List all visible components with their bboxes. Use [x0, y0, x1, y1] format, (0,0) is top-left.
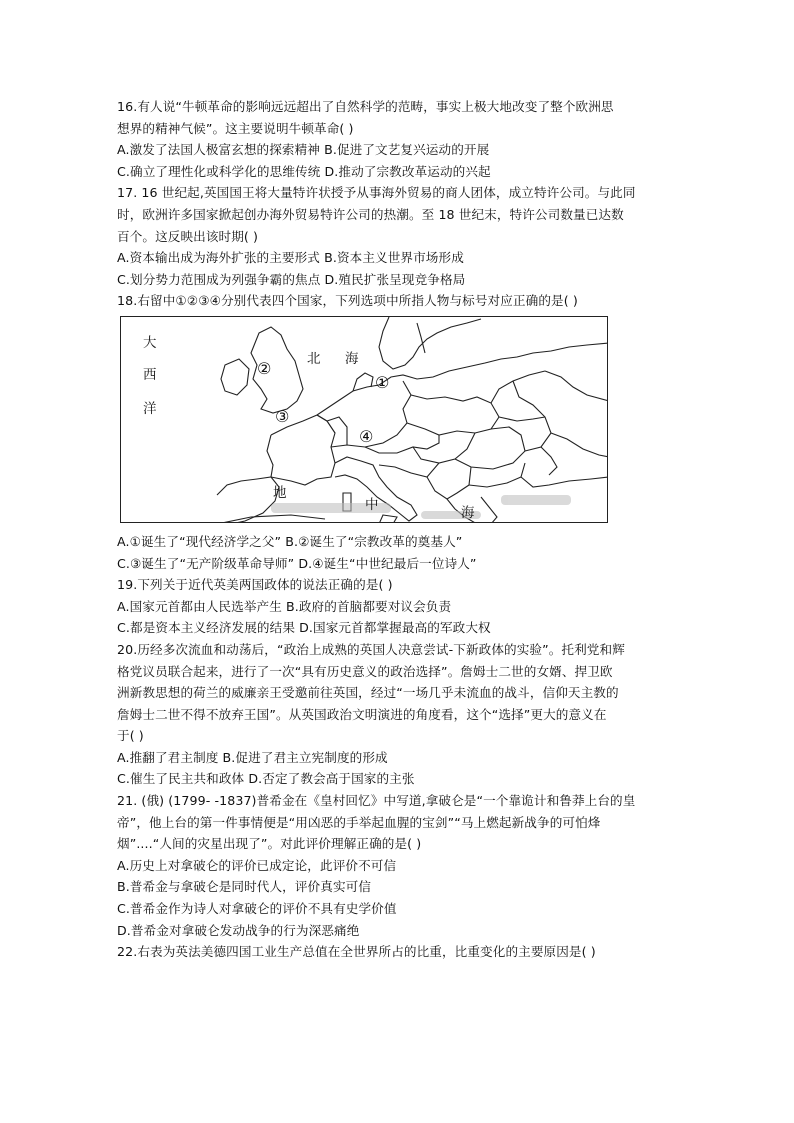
q21-stem-line: 21. (俄) (1799- -1837)普希金在《皇村回忆》中写道,拿破仑是“一个靠诡计和鲁莽上台的皇 [117, 793, 636, 809]
north-sea-label-1: 北 [307, 350, 321, 367]
bulgaria-border [469, 463, 525, 487]
q17-stem-line: 百个。这反映出该时期( ) [117, 228, 259, 244]
question-19 [117, 574, 677, 639]
q21-option-a: A.历史上对拿破仑的评价已成定论，此评价不可信 [117, 857, 397, 873]
question-16 [117, 96, 677, 182]
q16-stem-line: 想界的精神气候”。这主要说明牛顿革命( ) [117, 120, 354, 136]
q16-options-ab: A.激发了法国人极富玄想的探索精神 B.促进了文艺复兴运动的开展 [117, 142, 490, 158]
moldova-border [541, 447, 557, 475]
q18-stem: 18.右留中①②③④分别代表四个国家，下列选项中所指人物与标号对应正确的是( ) [117, 293, 578, 309]
question-22 [117, 941, 677, 963]
q17-stem-line: 17. 16 世纪起,英国国王将大量特许状授予从事海外贸易的商人团体，成立特许公司。与此同 [117, 185, 636, 201]
q17-options-ab: A.资本输出成为海外扩张的主要形式 B.资本主义世界市场形成 [117, 250, 464, 266]
europe-map [120, 316, 608, 523]
q16-options-cd: C.确立了理性化或科学化的思维传统 D.推动了宗教改革运动的兴起 [117, 163, 491, 179]
question-18 [117, 290, 677, 574]
baltic-borders [491, 371, 551, 451]
q19-stem: 19.下列关于近代英美两国政体的说法正确的是( ) [117, 577, 393, 593]
atlantic-label-2: 西 [143, 366, 157, 383]
q18-options-ab: A.①诞生了“现代经济学之父” B.②诞生了“宗教改革的奠基人” [117, 533, 463, 549]
poland-border [407, 395, 499, 435]
belarus-border [499, 417, 545, 421]
scandinavia-coast [379, 317, 481, 369]
q20-stem-line: 于( ) [117, 728, 144, 744]
atlantic-label-1: 大 [143, 334, 157, 351]
country-marker-3: ③ [275, 406, 290, 426]
q19-options-ab: A.国家元首都由人民选举产生 B.政府的首脑都要对议会负责 [117, 598, 452, 614]
q16-stem-line: 16.有人说“牛顿革命的影响远远超出了自然科学的范畴，事实上极大地改变了整个欧洲思 [117, 99, 614, 114]
ireland-outline [221, 359, 249, 395]
balkans-border [379, 463, 439, 477]
q20-stem-line: 洲新教思想的荷兰的威廉亲王受邀前往英国，经过“一场几乎未流血的战斗，信仰天主教的 [117, 685, 619, 701]
mediterranean-texture [271, 495, 571, 519]
romania-border [455, 427, 525, 469]
russia-border [545, 371, 608, 401]
med-label-1: 地 [273, 484, 287, 501]
q22-stem: 22.右表为英法美德四国工业生产总值在全世界所占的比重，比重变化的主要原因是( ) [117, 944, 596, 960]
question-20 [117, 639, 677, 790]
q20-stem-line: 詹姆士二世不得不放弃王国”。从英国政治文明演进的角度看，这个“选择”更大的意义在 [117, 706, 607, 722]
q21-option-d: D.普希金对拿破仑发动战争的行为深恶痛绝 [117, 922, 360, 938]
exam-page [117, 96, 677, 963]
ukraine-border [551, 433, 608, 457]
north-sea-label-2: 海 [345, 350, 359, 367]
continent-coast [271, 343, 608, 435]
question-17 [117, 182, 677, 290]
med-label-2: 中 [365, 496, 379, 513]
q20-stem-line: 格党议员联合起来，进行了一次“具有历史意义的政治选择”。詹姆士二世的女婿、捍卫欧 [117, 663, 613, 679]
q17-options-cd: C.划分势力范围成为列强争霸的焦点 D.殖民扩张呈现竞争格局 [117, 271, 466, 287]
country-marker-2: ② [257, 358, 272, 378]
q18-options-cd: C.③诞生了“无产阶级革命导师” D.④诞生“中世纪最后一位诗人” [117, 555, 477, 571]
q20-options-ab: A.推翻了君主制度 B.促进了君主立宪制度的形成 [117, 749, 388, 765]
q17-stem-line: 时，欧洲许多国家掀起创办海外贸易特许公司的热潮。至 18 世纪末，特许公司数量已达数 [117, 206, 624, 222]
q20-options-cd: C.催生了民主共和政体 D.否定了教会高于国家的主张 [117, 771, 415, 787]
question-21 [117, 790, 677, 941]
country-marker-4: ④ [359, 426, 374, 446]
turkey-coast [521, 477, 608, 487]
sicily-outline [379, 515, 397, 523]
africa-coast [217, 515, 325, 523]
country-marker-1: ① [375, 372, 390, 392]
benelux-border [317, 415, 347, 445]
q19-options-cd: C.都是资本主义经济发展的结果 D.国家元首都掌握最高的军政大权 [117, 620, 491, 636]
atlantic-label-3: 洋 [143, 400, 157, 417]
q21-option-c: C.普希金作为诗人对拿破仑的评价不具有史学价值 [117, 901, 397, 917]
q21-stem-line: 帝”，他上台的第一件事情便是“用凶恶的手举起血腥的宝剑”“马上燃起新战争的可怕烽 [117, 814, 601, 830]
q21-stem-line: 烟”....“人间的灾星出现了”。对此评价理解正确的是( ) [117, 836, 422, 852]
med-label-3: 海 [461, 504, 475, 521]
q21-option-b: B.普希金与拿破仑是同时代人，评价真实可信 [117, 879, 372, 895]
yugoslavia-border [427, 467, 471, 499]
q20-stem-line: 20.历经多次流血和动荡后，“政治上成熟的英国人决意尝试-下新政体的实验”。托利党和辉 [117, 641, 625, 657]
